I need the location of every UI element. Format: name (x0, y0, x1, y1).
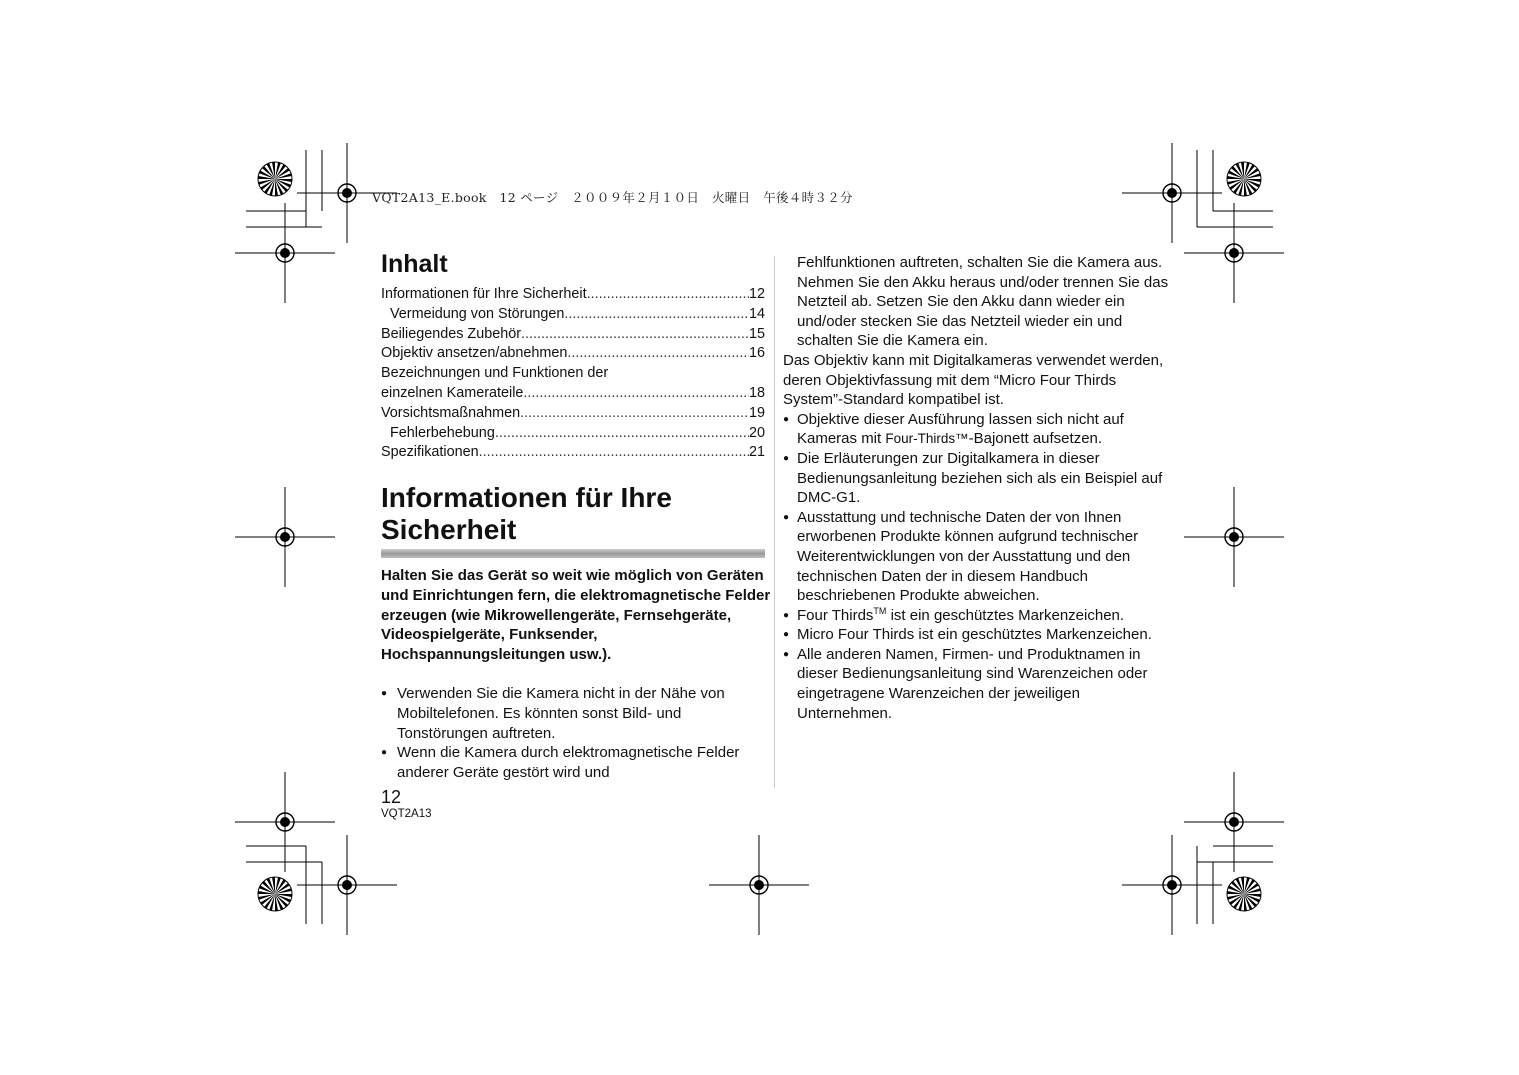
list-item: ● Verwenden Sie die Kamera nicht in der Nähe von Mobiltelefonen. Es könnten sonst Bild- und Tonstörungen auftreten. (381, 684, 773, 743)
safety-warning: Halten Sie das Gerät so weit wie möglich von Geräten und Einrichtungen fern, die elektromagnetische Felder erzeugen (wie Mikrowellengeräte, Fernsehgeräte, Videospielgeräte, Funksender, Hochspannungsleitungen usw.). (381, 567, 771, 664)
toc-leader-dots (567, 345, 749, 361)
toc-leader-dots (521, 326, 749, 342)
four-thirds-label: Four-Thirds™ (885, 431, 969, 447)
toc-entry[interactable] (381, 385, 765, 405)
toc-entry[interactable] (381, 286, 765, 306)
toc-entry-label: Fehlerbehebung (390, 424, 495, 441)
toc-leader-dots (520, 405, 749, 421)
intro-paragraph: Das Objektiv kann mit Digitalkameras verwendet werden, deren Objektivfassung mit dem “Micro Four Thirds System”-Standard kompatibel ist. (783, 351, 1164, 409)
list-item: ● Micro Four Thirds ist ein geschütztes Markenzeichen. (783, 625, 1173, 645)
toc-entry-label: Beiliegendes Zubehör (381, 325, 522, 342)
toc-entry-page: 15 (748, 325, 765, 342)
registration-mark-dot (342, 188, 352, 198)
registration-mark-dot (280, 817, 290, 827)
toc-entry[interactable] (381, 444, 765, 464)
toc-entry-label: Vorsichtsmaßnahmen (381, 404, 521, 421)
section-title-rule (381, 549, 765, 558)
section-title: Informationen für Ihre Sicherheit (381, 482, 672, 545)
list-item-text: ist ein geschütztes Markenzeichen. (886, 606, 1125, 624)
list-item (783, 410, 1173, 449)
toc-entry[interactable] (381, 345, 765, 365)
list-item: ● Wenn die Kamera durch elektromagnetische Felder anderer Geräte gestört wird und (381, 743, 773, 783)
toc-entry[interactable] (381, 405, 765, 425)
registration-mark-dot (280, 532, 290, 542)
toc-entry-label: Bezeichnungen und Funktionen der (381, 365, 609, 382)
column-divider (774, 256, 775, 788)
toc-entry-label: einzelnen Kamerateile (381, 384, 524, 401)
list-item: ● Alle anderen Namen, Firmen- und Produktnamen in dieser Bedienungsanleitung sind Warenzeichen oder eingetragene Warenzeichen der jeweiligen Unternehmen. (783, 645, 1173, 723)
registration-mark-dot (1229, 817, 1239, 827)
toc-leader-dots (479, 444, 749, 460)
list-item (783, 606, 1173, 626)
trademark-mark: TM (873, 605, 887, 616)
notes-bullet-list (783, 410, 1173, 724)
toc-entry-label: Spezifikationen (381, 444, 479, 461)
registration-mark-dot (342, 880, 352, 890)
toc-leader-dots (587, 286, 749, 302)
list-item: ● Die Erläuterungen zur Digitalkamera in dieser Bedienungsanleitung beziehen sich als ein Beispiel auf DMC-G1. (783, 449, 1173, 508)
table-of-contents (381, 286, 765, 464)
toc-entry-page: 19 (748, 404, 765, 421)
list-item-text: -Bajonett aufsetzen. (968, 430, 1103, 448)
toc-leader-dots (564, 306, 749, 322)
registration-mark-dot (754, 880, 764, 890)
toc-entry-page: 21 (748, 444, 765, 461)
page-number: 12 (381, 787, 402, 807)
toc-entry-page: 14 (748, 305, 765, 322)
toc-entry-page: 12 (748, 286, 765, 302)
toc-leader-dots (495, 425, 749, 441)
continued-paragraph: Fehlfunktionen auftreten, schalten Sie die Kamera aus. Nehmen Sie den Akku heraus und/oder trennen Sie das Netzteil ab. Setzen Sie den Akku dann wieder ein und/oder stecken Sie das Netzteil wieder ein und schalten Sie die Kamera ein. (797, 254, 1169, 350)
registration-mark-dot (280, 248, 290, 258)
toc-entry-page: 20 (748, 424, 765, 441)
right-column (783, 253, 1173, 723)
toc-entry-label: Vermeidung von Störungen (390, 305, 565, 322)
registration-mark-dot (1167, 880, 1177, 890)
print-info-header: VQT2A13_E.book 12 ページ ２００９年２月１０日 火曜日 午後４時３２分 (372, 190, 853, 205)
list-item: ● Ausstattung und technische Daten der von Ihnen erworbenen Produkte können aufgrund technischer Weiterentwicklungen von der Ausstattung und den technischen Daten der in diesem Handbuch beschriebenen Produkte abweichen. (783, 508, 1173, 606)
safety-bullet-list (381, 684, 773, 783)
toc-leader-dots (523, 385, 749, 401)
toc-entry[interactable] (381, 326, 765, 346)
document-code: VQT2A13 (381, 808, 432, 820)
registration-mark-dot (1229, 248, 1239, 258)
toc-title: Inhalt (381, 250, 448, 278)
list-item-text: Objektive dieser Ausführung lassen sich nicht auf Kameras mit (797, 410, 1124, 448)
toc-entry-page: 16 (748, 345, 765, 362)
toc-entry[interactable] (381, 365, 765, 385)
toc-entry-label: Informationen für Ihre Sicherheit (381, 286, 587, 302)
registration-mark-dot (1229, 532, 1239, 542)
toc-entry-page: 18 (748, 384, 765, 401)
list-item-text: Four Thirds (797, 606, 874, 624)
registration-mark-dot (1167, 188, 1177, 198)
toc-entry[interactable] (381, 425, 765, 445)
toc-entry-label: Objektiv ansetzen/abnehmen (381, 345, 568, 362)
toc-entry[interactable] (381, 306, 765, 326)
